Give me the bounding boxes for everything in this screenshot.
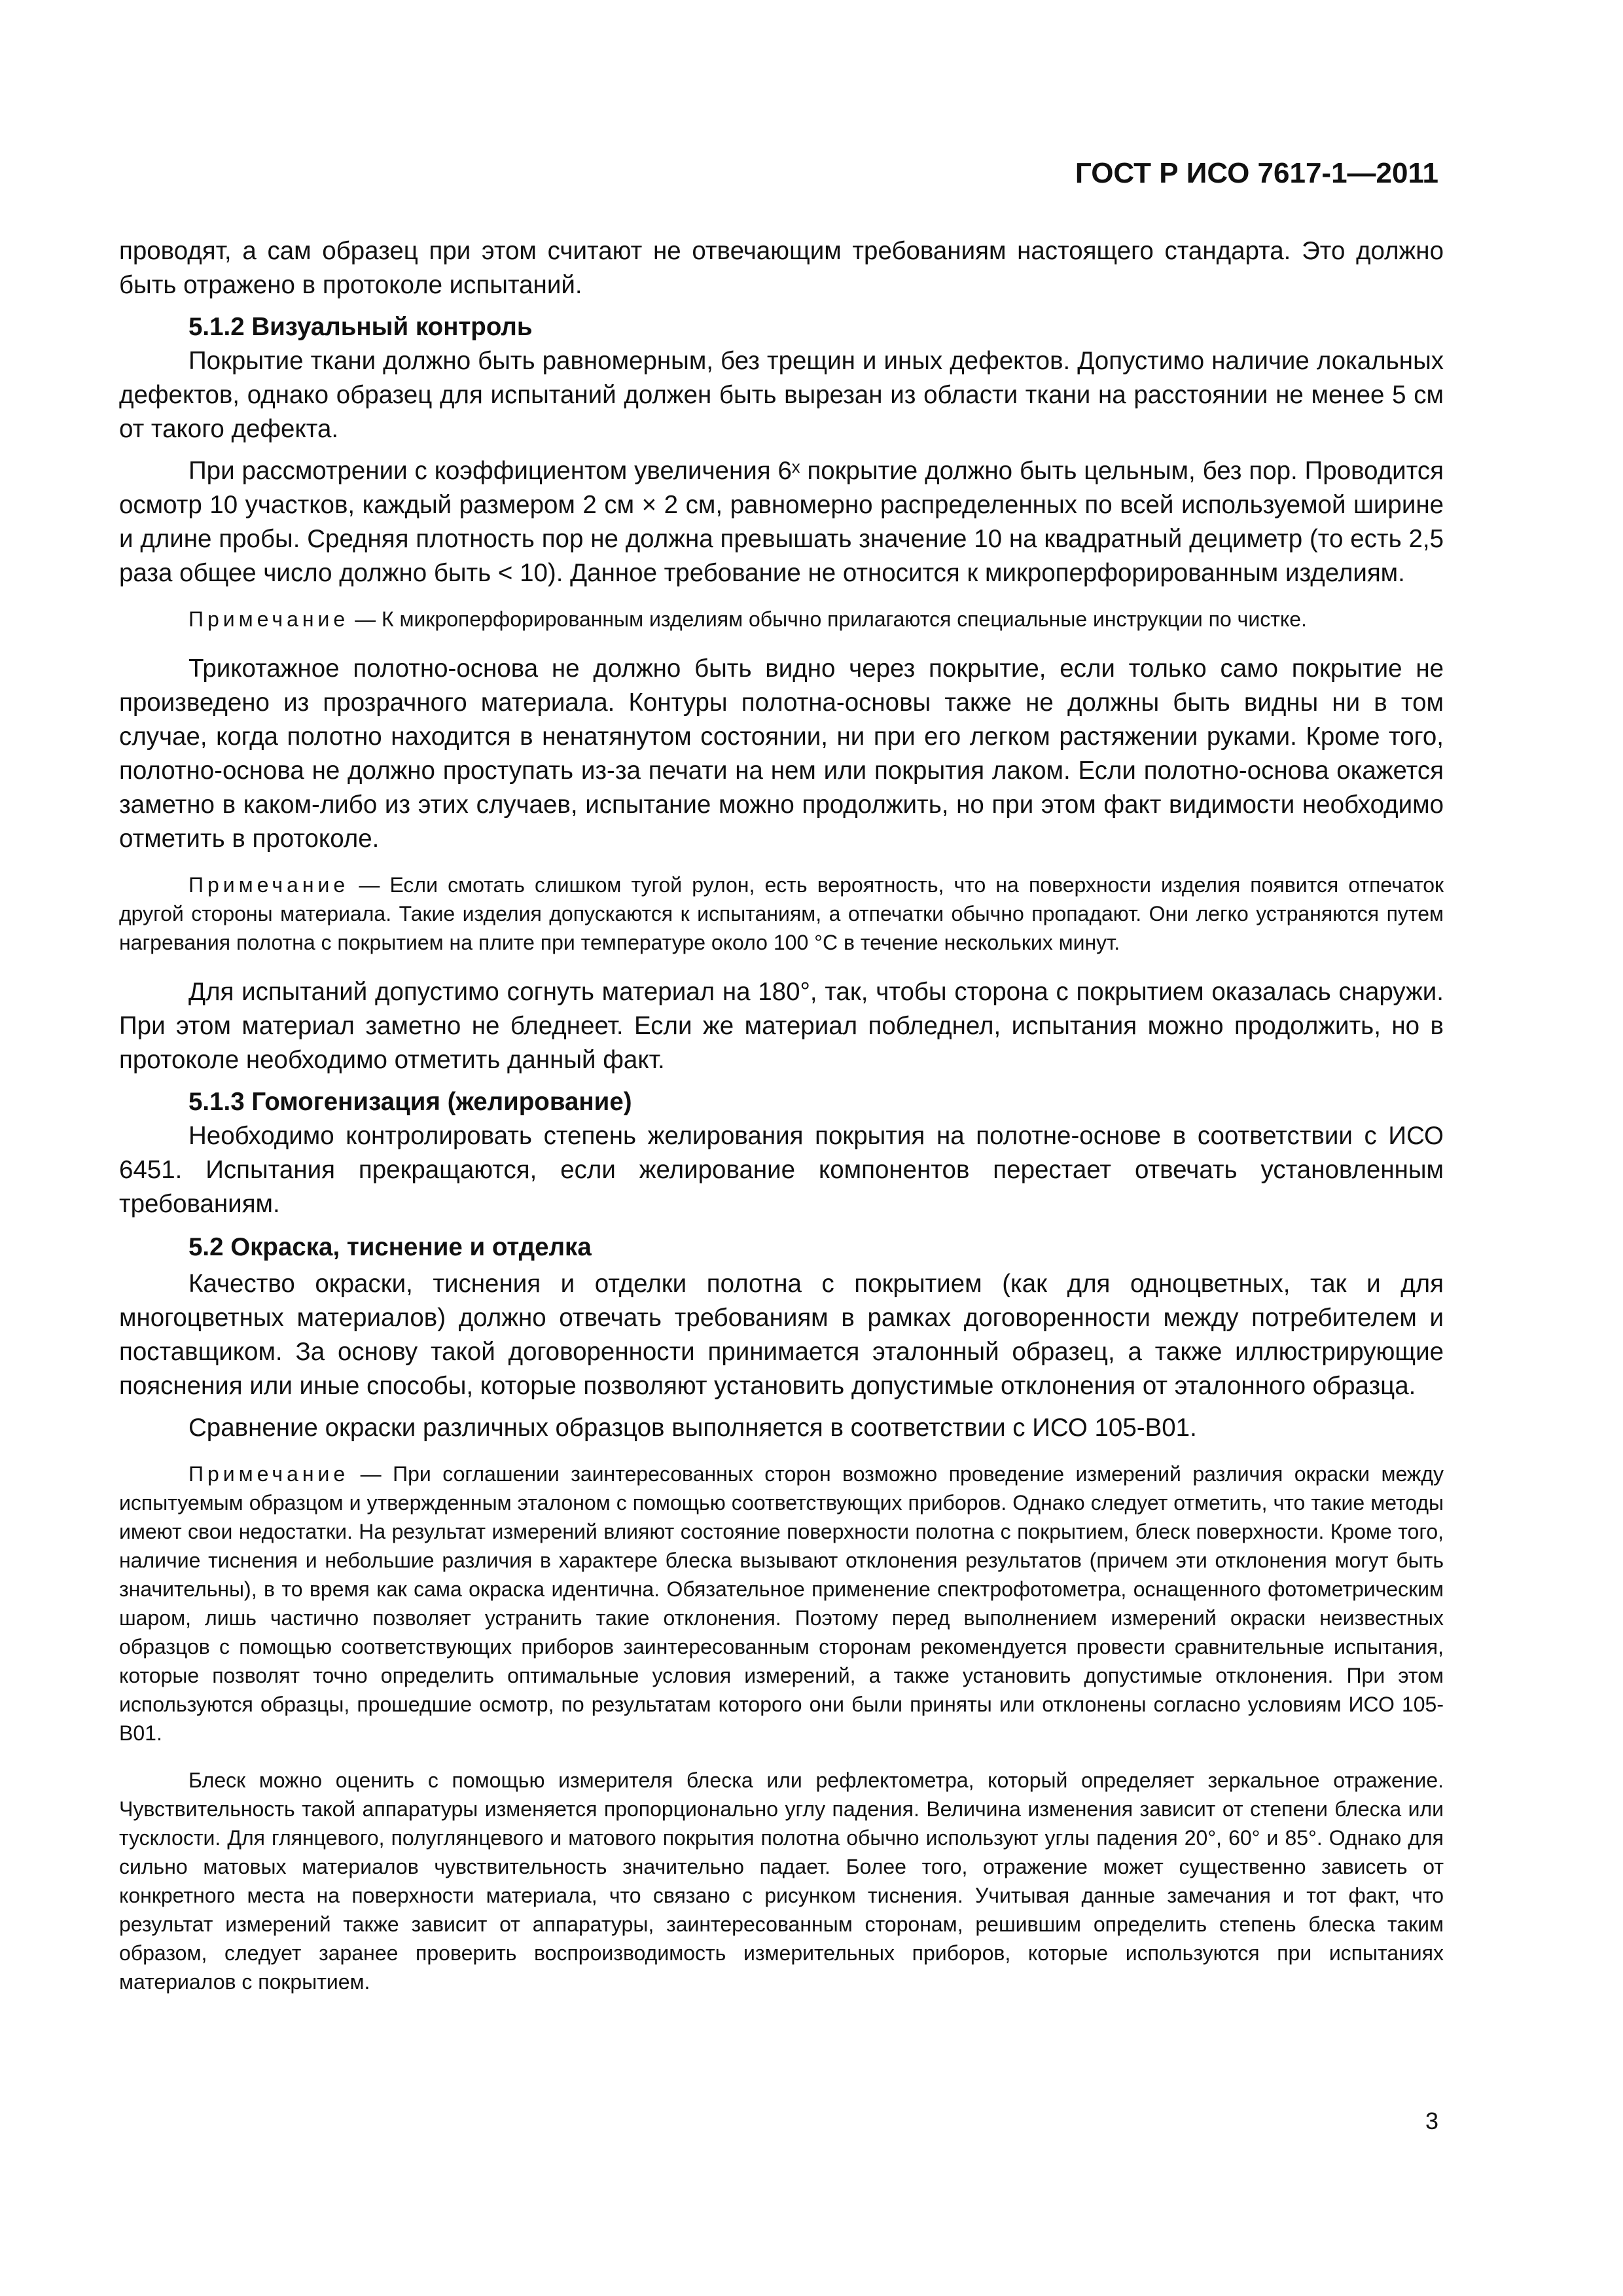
section-heading: 5.1.2 Визуальный контроль <box>188 313 533 341</box>
document-body <box>119 234 1444 2015</box>
document-header: ГОСТ Р ИСО 7617-1—2011 <box>1075 157 1438 189</box>
paragraph: Качество окраски, тиснения и отделки полотна с покрытием (как для одноцветных, так и для многоцветных материалов) должно отвечать требованиям в рамках договоренности между потребителем и поставщиком. За основу такой договоренности принимается эталонный образец, а также иллюстрирующие пояснения или иные способы, которые позволяют установить допустимые отклонения от эталонного образца. <box>119 1270 1444 1400</box>
paragraph: Покрытие ткани должно быть равномерным, без трещин и иных дефектов. Допустимо наличие локальных дефектов, однако образец для испытаний должен быть вырезан из области ткани на расстоянии не менее 5 см от такого дефекта. <box>119 347 1444 443</box>
note-label: Примечание <box>188 1462 349 1486</box>
section-heading: 5.2 Окраска, тиснение и отделка <box>188 1233 592 1261</box>
note-dash: — <box>349 607 382 631</box>
note-continuation: Блеск можно оценить с помощью измерителя блеска или рефлектометра, который определяет зеркальное отражение. Чувствительность такой аппаратуры изменяется пропорционально углу падения. Величина изменения зависит от степени блеска или тусклости. Для глянцевого, полуглянцевого и матового покрытия полотна обычно используют углы падения 20°, 60° и 85°. Однако для сильно матовых материалов чувствительность значительно падает. Более того, отражение может существенно зависеть от конкретного места на поверхности материала, что связано с рисунком тиснения. Учитывая данные замечания и тот факт, что результат измерений также зависит от аппаратуры, заинтересованным сторонам, решившим определить степень блеска таким образом, следует заранее проверить воспроизводимость измерительных приборов, которые используются при испытаниях материалов с покрытием. <box>119 1768 1444 1994</box>
paragraph: Трикотажное полотно-основа не должно быть видно через покрытие, если только само покрытие не произведено из прозрачного материала. Контуры полотна-основы также не должны быть видны ни в том случае, когда полотно находится в ненатянутом состоянии, ни при его легком растяжении руками. Кроме того, полотно-основа не должно проступать из-за печати на нем или покрытия лаком. Если полотно-основа окажется заметно в каком-либо из этих случаев, испытание можно продолжить, но при этом факт видимости необходимо отметить в протоколе. <box>119 655 1444 853</box>
note <box>119 870 1444 957</box>
paragraph: Необходимо контролировать степень желирования покрытия на полотне-основе в соответствии с ИСО 6451. Испытания прекращаются, если желирование компонентов перестает отвечать установленным требованиям. <box>119 1122 1444 1218</box>
paragraph: Сравнение окраски различных образцов выполняется в соответствии с ИСО 105-В01. <box>188 1414 1197 1442</box>
note-label: Примечание <box>188 873 349 897</box>
note-text: Если смотать слишком тугой рулон, есть вероятность, что на поверхности изделия появится отпечаток другой стороны материала. Такие изделия допускаются к испытаниям, а отпечатки обычно пропадают. Они легко устраняются путем нагревания полотна с покрытием на плите при температуре около 100 °С в течение нескольких минут. <box>119 873 1444 954</box>
paragraph: проводят, а сам образец при этом считают не отвечающим требованиям настоящего стандарта. Это должно быть отражено в протоколе испытаний. <box>119 237 1444 299</box>
paragraph: Для испытаний допустимо согнуть материал на 180°, так, чтобы сторона с покрытием оказалась снаружи. При этом материал заметно не бледнеет. Если же материал побледнел, испытания можно продолжить, но в протоколе необходимо отметить данный факт. <box>119 978 1444 1074</box>
note-label: Примечание <box>188 607 349 631</box>
paragraph: При рассмотрении с коэффициентом увеличения 6ˣ покрытие должно быть цельным, без пор. Проводится осмотр 10 участков, каждый размером 2 см × 2 см, равномерно распределенных по всей используемой ширине и длине пробы. Средняя плотность пор не должна превышать значение 10 на квадратный дециметр (то есть 2,5 раза общее число должно быть < 10). Данное требование не относится к микроперфорированным изделиям. <box>119 457 1444 587</box>
note <box>119 605 1444 634</box>
note-dash: — <box>349 1462 393 1486</box>
note-text: К микроперфорированным изделиям обычно прилагаются специальные инструкции по чистке. <box>382 607 1307 631</box>
section-heading: 5.1.3 Гомогенизация (желирование) <box>188 1088 632 1116</box>
note-dash: — <box>349 873 390 897</box>
note <box>119 1460 1444 1748</box>
note-text: При соглашении заинтересованных сторон возможно проведение измерений различия окраски между испытуемым образцом и утвержденным эталоном с помощью соответствующих приборов. Однако следует отметить, что такие методы имеют свои недостатки. На результат измерений влияют состояние поверхности полотна с покрытием, блеск поверхности. Кроме того, наличие тиснения и небольшие различия в характере блеска вызывают отклонения результатов (причем эти отклонения могут быть значительны), в то время как сама окраска идентична. Обязательное применение спектрофотометра, оснащенного фотометрическим шаром, лишь частично позволяет устранить такие отклонения. Поэтому перед выполнением измерений окраски неизвестных образцов с помощью соответствующих приборов заинтересованным сторонам рекомендуется провести сравнительные испытания, которые позволят точно определить оптимальные условия измерений, а также установить допустимые отклонения. При этом используются образцы, прошедшие осмотр, по результатам которого они были приняты или отклонены согласно условиям ИСО 105-В01. <box>119 1462 1444 1745</box>
page-number: 3 <box>1425 2108 1438 2134</box>
